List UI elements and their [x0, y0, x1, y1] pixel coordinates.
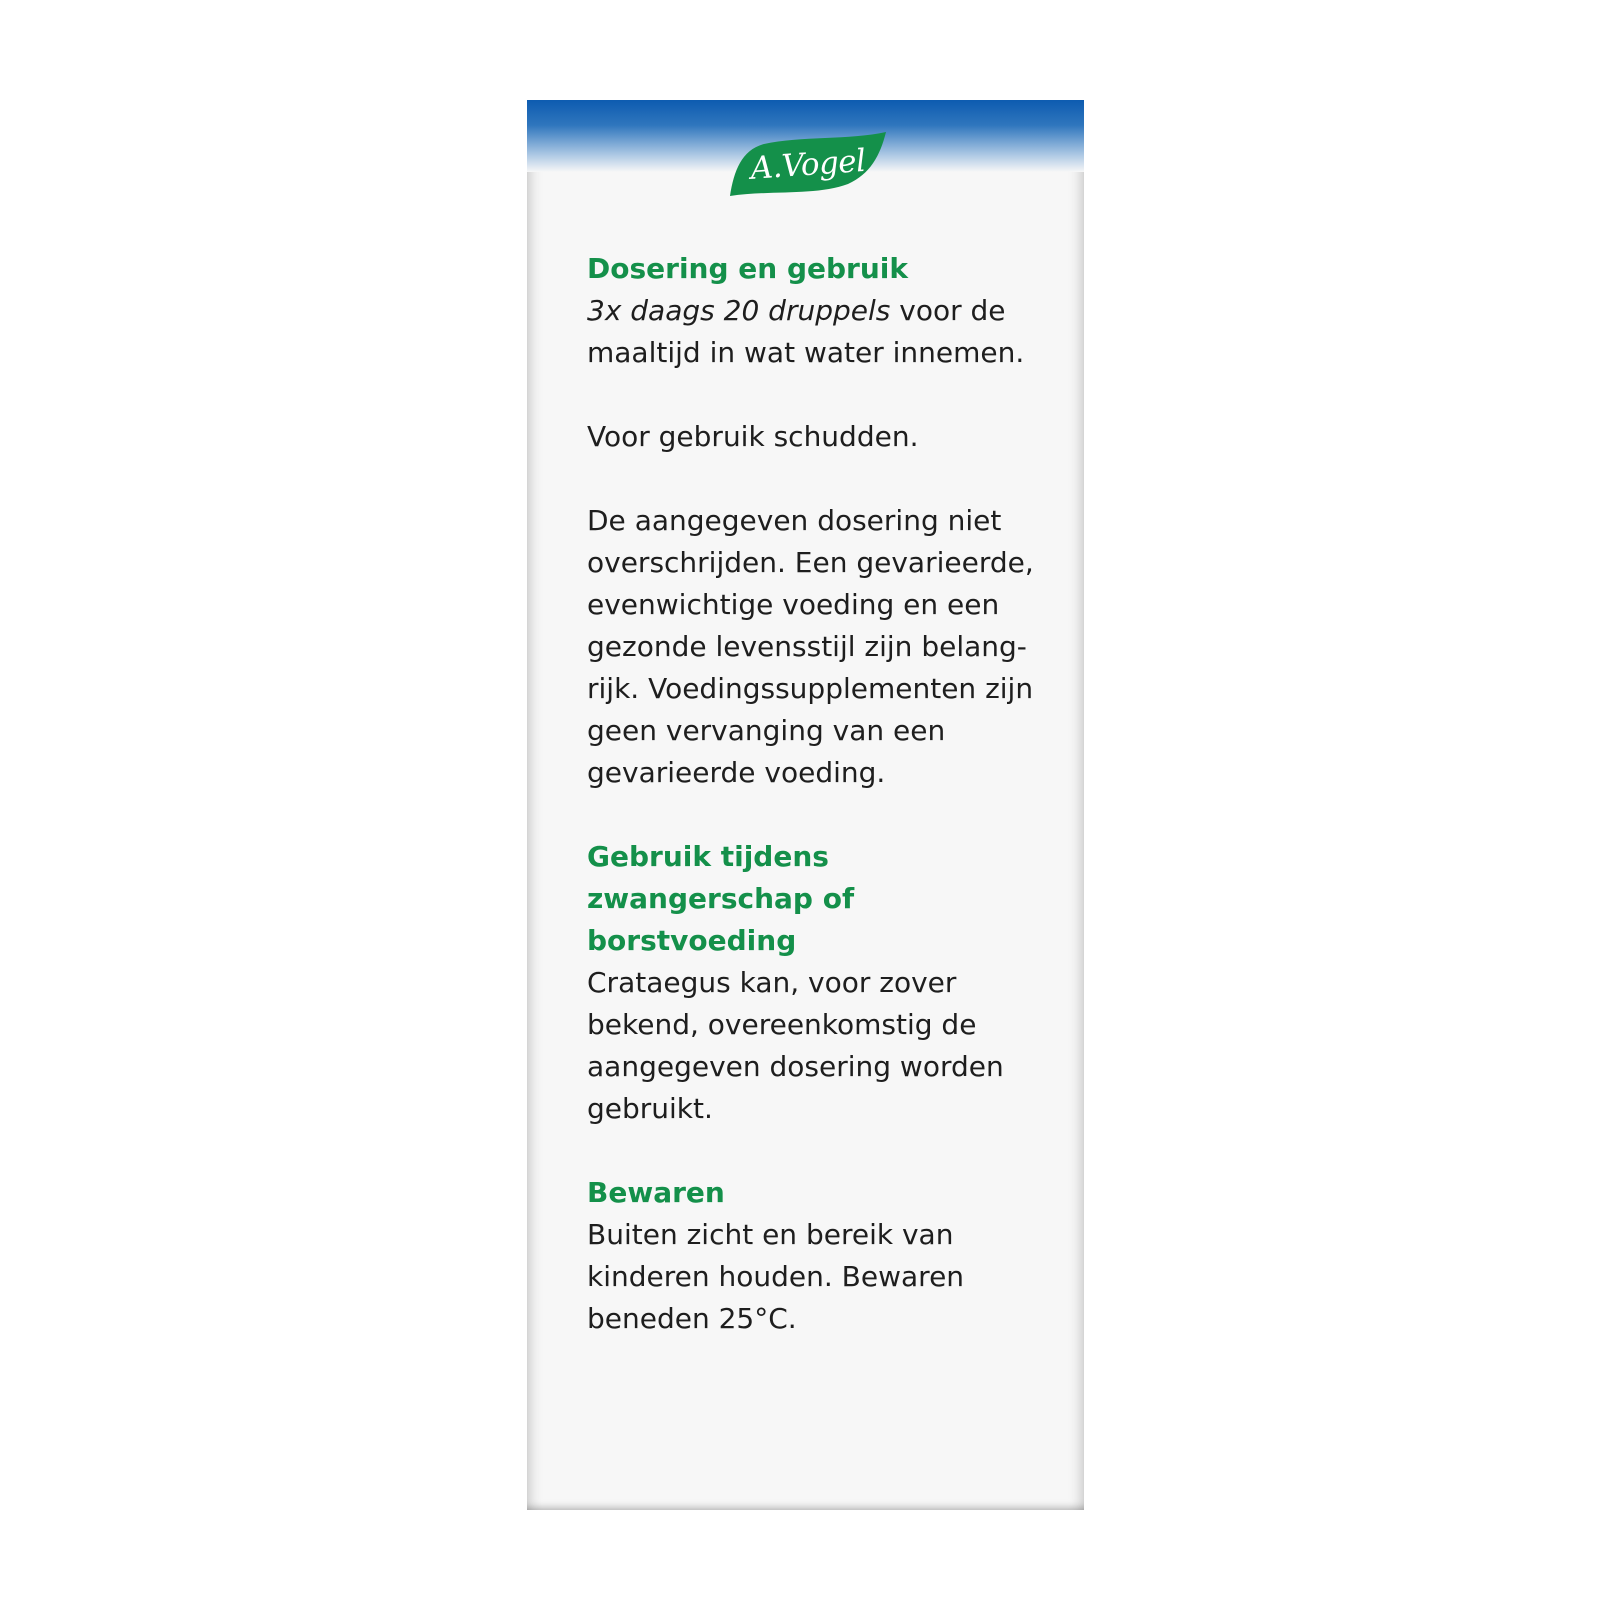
shake-instruction: Voor gebruik schudden. [587, 420, 919, 453]
storage-text: Buiten zicht en bereik van kinderen houden. Bewaren beneden 25°C. [587, 1218, 965, 1335]
pregnancy-heading: Gebruik tijdens zwangerschap of borstvoeding [587, 840, 855, 957]
package-panel [527, 100, 1084, 1510]
dosage-instruction [587, 290, 1057, 374]
dosage-heading: Dosering en gebruik [587, 252, 908, 285]
dosage-warning: De aangegeven dosering niet overschrijden. Een gevarieerde, evenwichtige voeding en een gezonde levensstijl zijn belang-rijk. Voedingssupplementen zijn geen vervanging van een gevarieerde voeding. [587, 504, 1034, 789]
storage-heading: Bewaren [587, 1176, 725, 1209]
pregnancy-text: Crataegus kan, voor zover bekend, overeenkomstig de aangegeven dosering worden gebruikt. [587, 966, 1004, 1125]
dosage-instruction-rest: voor de maaltijd in wat water innemen. [587, 294, 1025, 369]
label-content [587, 248, 1057, 1340]
logo-text: A.Vogel [749, 142, 867, 187]
avogel-logo [720, 130, 888, 200]
dosage-amount: 3x daags 20 druppels [587, 294, 891, 327]
